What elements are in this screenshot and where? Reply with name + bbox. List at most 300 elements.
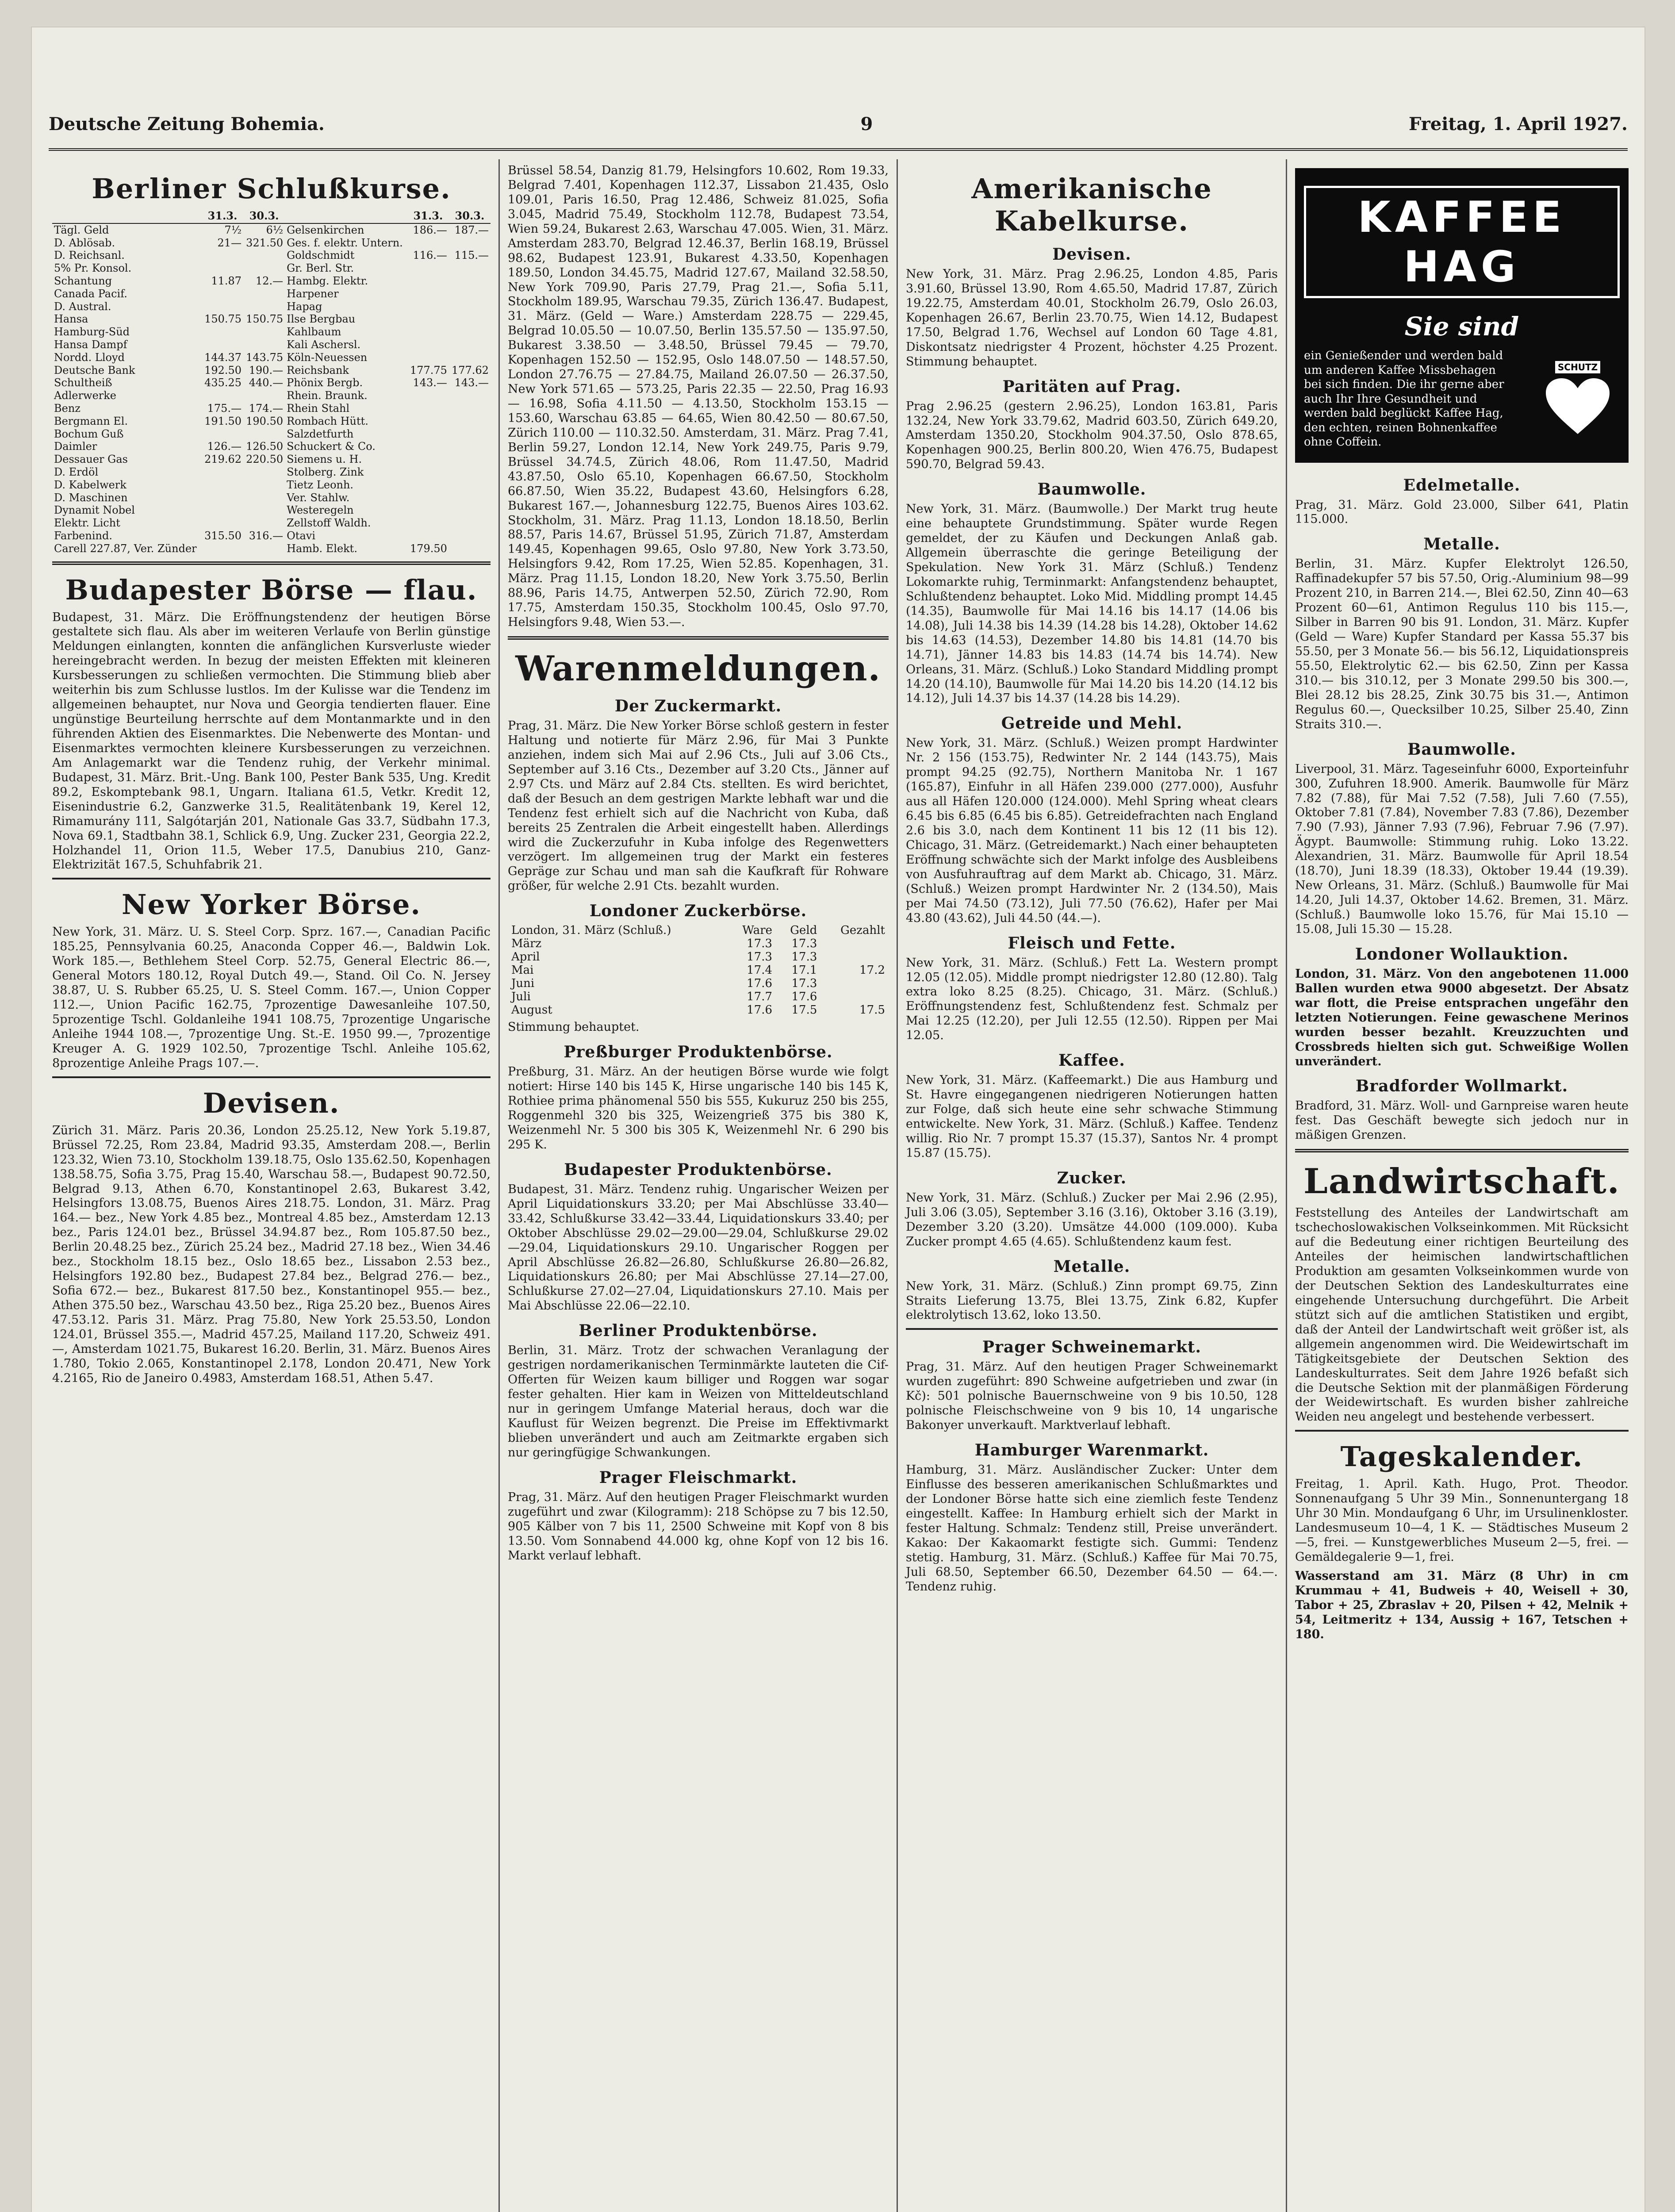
sugar-cell: 17.1 — [791, 964, 817, 977]
kurse-cell: 143.75 — [246, 351, 284, 364]
kurse-cell — [407, 517, 449, 530]
kurse-cell: Benz — [54, 402, 80, 415]
sugar-cell: Juli — [511, 990, 531, 1004]
budapest-produkten-text: Budapest, 31. März. Tendenz ruhig. Ungarischer Weizen per April Liquidationskurs 33.20; per Mai Abschlüsse 33.40—33.42, Schlußkurse 33.42—33.44, Liquidationskurs 33.40; per Oktober Abschlüsse 29.02—29.00—29.04, Schlußkurse 29.02—29.04, Liquidationskurs 29.10. Ungarischer Roggen per April Abschlüsse 26.82—26.80, Schlußkurse 26.80—26.82, Liquidationskurs 26.80; per Mai Abschlüsse 27.14—27.00, Schlußkurse 27.02—27.04, Liquidationskurs 27.10. Mais per Mai Abschlüsse 22.06—22.10. — [508, 1182, 889, 1313]
sugar-row — [508, 990, 889, 1003]
kurse-cell — [243, 249, 285, 262]
kurse-cell: Siemens u. H. — [287, 453, 362, 466]
kurse-cell: Harpener — [287, 287, 339, 300]
kurse-cell: 435.25 — [204, 376, 242, 389]
kurse-cell — [243, 517, 285, 530]
kurse-cell: 192.50 — [204, 364, 242, 376]
fleisch-fette-title: Fleisch und Fette. — [1008, 933, 1176, 952]
kurse-cell — [449, 453, 491, 466]
sugar-cell: 17.6 — [747, 977, 773, 991]
hamburger-warenmarkt-title: Hamburger Warenmarkt. — [974, 1441, 1209, 1460]
sugar-row — [508, 964, 889, 977]
kurse-cell: Daimler — [54, 440, 97, 453]
kurse-cell: 126.50 — [246, 440, 284, 453]
kurse-cell — [407, 466, 449, 479]
edelmetalle-title: Edelmetalle. — [1403, 476, 1521, 495]
kurse-cell: D. Kabelwerk — [54, 478, 126, 491]
kurse-cell — [202, 262, 243, 275]
kurse-cell — [449, 517, 491, 530]
kurse-row — [52, 517, 491, 530]
kurse-cell — [202, 389, 243, 402]
kurse-row — [52, 428, 491, 441]
londoner-zucker-table — [508, 924, 889, 1017]
kurse-cell: D. Ablösab. — [54, 236, 115, 249]
kurse-cell — [449, 428, 491, 441]
kurse-cell — [449, 402, 491, 415]
kurse-row — [52, 389, 491, 402]
divider — [1295, 1149, 1629, 1152]
kurse-cell — [449, 492, 491, 504]
wasserstand-text: Wasserstand am 31. März (8 Uhr) in cm Krummau + 41, Budweis + 40, Weisell + 30, Tabor + 25, Zbraslav + 20, Pilsen + 42, Melnik + 54, Leitmeritz + 134, Aussig + 167, Tetschen + 180. — [1295, 1569, 1629, 1641]
kurse-cell: Deutsche Bank — [54, 364, 135, 376]
kurse-head-cell — [285, 209, 407, 223]
kurse-row — [52, 530, 491, 542]
baumwolle-text: Liverpool, 31. März. Tageseinfuhr 6000, Exporteinfuhr 300, Zufuhren 18.900. Amerik. Baumwolle für März 7.82 (7.88), für Mai 7.52 (7.58), Juli 7.60 (7.55), Oktober 7.81 (7.84), November 7.83 (7.86), Dezember 7.90 (7.93), Jänner 7.93 (7.96), Februar 7.96 (7.97). Ägypt. Baumwolle: Stimmung ruhig. Loko 13.22. Alexandrien, 31. März. Baumwolle für April 18.54 (18.70), Juni 18.39 (18.33), Oktober 19.44 (19.39). New Orleans, 31. März. (Schluß.) Baumwolle für Mai 14.20, Juli 14.37, Oktober 14.62. Bremen, 31. März. (Schluß.) Baumwolle loko 15.76, für Mai 15.10 — 15.08, Juli 15.30 — 15.28. — [1295, 762, 1629, 936]
kurse-cell: Hansa Dampf — [54, 338, 127, 351]
getreide-title: Getreide und Mehl. — [1001, 714, 1183, 733]
wollmarkt-title: Bradforder Wollmarkt. — [1355, 1077, 1568, 1096]
sugar-cell: 17.3 — [747, 937, 773, 951]
divider — [508, 636, 889, 640]
newyork-boerse-title: New Yorker Börse. — [122, 888, 421, 921]
kurse-cell — [243, 428, 285, 441]
kurse-cell: 220.50 — [246, 453, 284, 466]
kurse-cell — [243, 389, 285, 402]
metalle-text: New York, 31. März. (Schluß.) Zinn prompt 69.75, Zinn Straits Lieferung 13.75, Blei 13.75, Zink 6.82, Kupfer elektrolytisch 13.62, loko 13.50. — [906, 1279, 1278, 1322]
kurse-row — [52, 288, 491, 300]
kurse-cell — [202, 338, 243, 351]
sugar-cell: 17.5 — [859, 1003, 885, 1017]
kurse-cell — [407, 402, 449, 415]
kurse-body — [52, 223, 491, 555]
kurse-cell — [243, 326, 285, 338]
budapest-produkten-title: Budapester Produktenbörse. — [564, 1160, 832, 1179]
kurse-cell — [202, 542, 243, 555]
kurse-cell — [407, 351, 449, 364]
column-1 — [44, 159, 500, 2212]
sugar-cell: 17.5 — [791, 1003, 817, 1017]
pressburg-text: Preßburg, 31. März. An der heutigen Börse wurde wie folgt notiert: Hirse 140 bis 145 K, Hirse ungarische 140 bis 145 K, Rothiee prima phänomenal 550 bis 555, Kukuruz 250 bis 255, Roggenmehl 320 bis 325, Weizengrieß 375 bis 380 K, Weizenmehl Nr. 5 300 bis 305 K, Weizenmehl Nr. 6 290 bis 295 K. — [508, 1065, 889, 1152]
kurse-cell — [202, 492, 243, 504]
zucker-title: Zucker. — [1057, 1168, 1127, 1187]
kurse-cell: Hansa — [54, 313, 88, 326]
kurse-cell: D. Austral. — [54, 300, 111, 313]
devisen-continued-text: Brüssel 58.54, Danzig 81.79, Helsingfors 10.602, Rom 19.33, Belgrad 7.401, Kopenhagen 112.37, Lissabon 21.435, Oslo 109.01, Paris 16.50, Prag 12.486, Schweiz 81.025, Sofia 3.045, Madrid 75.49, Stockholm 112.78, Budapest 73.54, Wien 59.24, Bukarest 2.63, Warschau 47.005. Wien, 31. März. Amsterdam 283.70, Belgrad 12.46.37, Berlin 168.19, Brüssel 98.62, Budapest 123.91, Bukarest 4.33.50, Kopenhagen 189.50, London 34.45.75, Madrid 127.67, Mailand 32.58.50, New York 709.90, Paris 27.79, Prag 21.—, Sofia 5.11, Stockholm 189.95, Warschau 79.35, Zürich 136.47. Budapest, 31. März. (Geld — Ware.) Amsterdam 228.75 — 229.45, Belgrad 10.05.50 — 10.07.50, Berlin 135.57.50 — 135.97.50, Bukarest 3.38.50 — 3.48.50, Brüssel 79.45 — 79.70, Kopenhagen 152.50 — 152.95, Oslo 148.07.50 — 148.57.50, London 27.76.75 — 27.84.75, Mailand 26.07.50 — 26.37.50, New York 571.65 — 573.25, Paris 22.35 — 22.50, Prag 16.93 — 16.98, Sofia 4.11.50 — 4.13.50, Stockholm 153.15 — 153.60, Warschau 63.85 — 64.65, Wien 80.42.50 — 80.67.50, Zürich 110.00 — 110.32.50. Amsterdam, 31. März. Prag 7.41, Berlin 59.27, London 12.14, New York 249.75, Paris 9.79, Brüssel 34.74.5, Zürich 48.06, Rom 11.47.50, Madrid 43.87.50, Oslo 65.10, Kopenhagen 66.67.50, Stockholm 66.87.50, Wien 35.22, Budapest 43.60, Helsingfors 6.28, Bukarest 167.—, Johannesburg 122.75, Buenos Aires 103.62. Stockholm, 31. März. Prag 11.13, London 18.18.50, Berlin 88.57, Paris 14.67, Brüssel 51.95, Zürich 71.87, Amsterdam 149.45, Kopenhagen 99.65, Oslo 97.80, New York 3.73.50, Helsingfors 9.42, Rom 17.25, Wien 52.85. Kopenhagen, 31. März. Prag 11.15, London 18.20, New York 3.75.50, Berlin 88.96, Paris 14.75, Antwerpen 52.50, Zürich 72.90, Rom 17.75, Amsterdam 150.35, Stockholm 100.45, Oslo 97.70, Helsingfors 9.48, Wien 53.—. — [508, 164, 889, 630]
kurse-cell — [449, 542, 491, 555]
heart-icon — [1545, 377, 1611, 437]
sugar-cell: 17.6 — [791, 990, 817, 1004]
kurse-cell: Phönix Bergb. — [287, 376, 363, 389]
sugar-head-cell: London, 31. März (Schluß.) — [511, 924, 671, 937]
column-3 — [898, 159, 1287, 2212]
fleisch-fette-text: New York, 31. März. (Schluß.) Fett La. Western prompt 12.05 (12.05). Middle prompt niedrigster 12.80 (12.80). Talg extra loko 8.25 (8.25). Chicago, 31. März. (Schluß.) Eröffnungstendenz fest, Schlußtendenz fest. Schmalz per Mai 12.25 (12.20), per Juli 12.55 (12.50). Rippen per Mai 12.05. — [906, 956, 1278, 1043]
kurse-cell: Schuckert & Co. — [287, 440, 376, 453]
kurse-cell: Rhein. Braunk. — [287, 389, 368, 402]
kurse-cell: Dynamit Nobel — [54, 504, 135, 517]
kurse-head-cell — [52, 209, 202, 223]
kurse-cell — [243, 466, 285, 479]
kurse-cell — [202, 504, 243, 517]
berliner-produkten-text: Berlin, 31. März. Trotz der schwachen Veranlagung der gestrigen nordamerikanischen Terminmärkte lauteten die Cif-Offerten für Weizen kaum billiger und Roggen war sogar fester gehalten. Hier kam in Weizen von Mitteldeutschland nur in geringem Umfange Material heraus, doch war die Kauflust für Weizen begrenzt. Die Preise im Effektivmarkt blieben unverändert und auch am Zeitmarkte ergaben sich nur geringfügige Schwankungen. — [508, 1344, 889, 1459]
ad-text: ein Genießender und werden bald um anderen Kaffee Missbehagen bei sich finden. Die ihr gerne aber auch Ihr Ihre Gesundheit und werden bald beglückt Kaffee Hag, den echten, reinen Bohnenkaffee ohne Coffein. — [1304, 349, 1504, 449]
kurse-cell: Rombach Hütt. — [287, 415, 368, 427]
kurse-cell: Nordd. Lloyd — [54, 351, 125, 364]
kurse-cell: 21— — [217, 236, 242, 249]
kurse-cell — [407, 275, 449, 288]
kurse-cell: Kahlbaum — [287, 326, 341, 338]
kurse-row — [52, 338, 491, 351]
kurse-cell: Ilse Bergbau — [287, 313, 356, 326]
sugar-cell: 17.3 — [747, 950, 773, 964]
kurse-cell: Otavi — [287, 529, 315, 542]
kurse-cell — [407, 428, 449, 441]
kurse-cell — [407, 237, 449, 250]
kurse-row — [52, 249, 491, 262]
kurse-cell — [449, 351, 491, 364]
kurse-cell: 143.— — [454, 376, 489, 389]
kurse-cell: Salzdetfurth — [287, 427, 354, 440]
metalle-title: Metalle. — [1423, 535, 1500, 554]
kurse-row — [52, 275, 491, 288]
ad-brand: KAFFEE HAG — [1304, 186, 1620, 298]
ad-tagline: Sie sind — [1404, 311, 1519, 342]
sugar-cell — [820, 977, 889, 990]
kurse-cell — [449, 504, 491, 517]
kurse-cell: 190.— — [249, 364, 284, 376]
kurse-cell — [449, 300, 491, 313]
zuckermarkt-title: Der Zuckermarkt. — [614, 697, 782, 715]
sugar-cell: Mai — [511, 964, 534, 977]
sugar-body — [508, 937, 889, 1017]
kurse-cell — [449, 389, 491, 402]
devisen-text: Zürich 31. März. Paris 20.36, London 25.25.12, New York 5.19.87, Brüssel 72.25, Rom 23.84, Madrid 93.35, Amsterdam 208.—, Berlin 123.32, Wien 73.10, Stockholm 139.18.75, Oslo 135.62.50, Kopenhagen 138.58.75, Sofia 3.75, Prag 15.40, Warschau 58.—, Budapest 90.72.50, Belgrad 9.13, Athen 6.70, Konstantinopel 2.63, Bukarest 3.42, Helsingfors 13.08.75, Buenos Aires 218.75. London, 31. März. Prag 164.— bez., New York 4.85 bez., Montreal 4.85 bez., Amsterdam 12.13 bez., Paris 124.01 bez., Brüssel 34.94.87 bez., Rom 105.87.50 bez., Berlin 20.48.25 bez., Zürich 25.24 bez., Madrid 27.18 bez., Wien 34.46 bez., Stockholm 18.15 bez., Oslo 18.65 bez., Lissabon 2.53 bez., Helsingfors 192.80 bez., Budapest 27.84 bez., Belgrad 276.— bez., Sofia 672.— bez., Bukarest 817.50 bez., Konstantinopel 955.— bez., Athen 375.50 bez., Warschau 43.50 bez., Riga 25.20 bez., Buenos Aires 47.53.12. Paris 31. März. Prag 75.80, New York 25.53.50, London 124.01, Brüssel 355.—, Madrid 457.25, Mailand 117.20, Schweiz 491.—, Amsterdam 1021.75, Bukarest 16.20. Berlin, 31. März. Buenos Aires 1.780, Tokio 2.065, Konstantinopel 2.178, London 20.471, New York 4.2165, Rio de Janeiro 0.4983, Amsterdam 168.51, Athen 5.47. — [52, 1123, 491, 1385]
kurse-row — [52, 262, 491, 275]
berliner-schlusskurse-title: Berliner Schlußkurse. — [92, 173, 451, 205]
kurse-cell: 115.— — [454, 249, 489, 262]
wollauktion-text: London, 31. März. Von den angebotenen 11.000 Ballen wurden etwa 9000 abgesetzt. Der Absatz war flott, die Preise entsprachen ungefähr den letzten Notierungen. Feine gewaschene Merinos wurden besser bezahlt. Kreuzzuchten und Crossbreds hielten sich gut. Schweißige Wollen unverändert. — [1295, 967, 1629, 1068]
landwirtschaft-text: Feststellung des Anteiles der Landwirtschaft am tschechoslowakischen Volkseinkommen. Mit Rücksicht auf die Bedeutung einer richtigen Beurteilung des Anteiles der heimischen landwirtschaftlichen Produktion am gesamten Volkseinkommen wurde von der Deutschen Sektion des Landeskulturrates eine eingehende Untersuchung durchgeführt. Die Arbeit stützt sich auf die amtlichen Statistiken und ergibt, daß der Anteil der Landwirtschaft weit größer ist, als allgemein angenommen wird. Die Weidewirtschaft im Tätigkeitsgebiete der Deutschen Sektion des Landeskulturrates. Seit dem Jahre 1926 befaßt sich die Deutsche Sektion mit der planmäßigen Förderung der Weidewirtschaft. Es wurden bisher zahlreiche Weiden neu angelegt und bestehende verbessert. — [1295, 1206, 1629, 1424]
kurse-cell — [449, 338, 491, 351]
tageskalender-text: Freitag, 1. April. Kath. Hugo, Prot. Theodor. Sonnenaufgang 5 Uhr 39 Min., Sonnenuntergang 18 Uhr 30 Min. Mondaufgang 6 Uhr, im Ursulinenkloster. Landesmuseum 10—4, 1 K. — Städtisches Museum 2—5, frei. — Kunstgewerbliches Museum 2—5, frei. — Gemäldegalerie 9—1, frei. — [1295, 1477, 1629, 1564]
wollmarkt-text: Bradford, 31. März. Woll- und Garnpreise waren heute fest. Das Geschäft bewegte sich jedoch nur in mäßigen Grenzen. — [1295, 1099, 1629, 1142]
kurse-cell — [449, 313, 491, 326]
kurse-cell — [407, 288, 449, 300]
kurse-cell — [243, 504, 285, 517]
warenmeldungen-title: Warenmeldungen. — [515, 649, 881, 689]
paritaeten-title: Paritäten auf Prag. — [1002, 377, 1181, 396]
ad-mark-label: SCHUTZ — [1555, 361, 1600, 373]
kurse-cell: 321.50 — [246, 236, 284, 249]
kurse-cell — [449, 479, 491, 492]
sugar-cell — [820, 990, 889, 1003]
baumwolle-title: Baumwolle. — [1407, 740, 1516, 759]
kurse-cell — [407, 313, 449, 326]
kurse-header-row — [52, 209, 491, 223]
kurse-cell: 440.— — [249, 376, 284, 389]
page-header — [49, 100, 1628, 151]
kurse-cell: Hamb. Elekt. — [287, 542, 357, 555]
kurse-cell — [407, 326, 449, 338]
kurse-cell — [407, 479, 449, 492]
kurse-row — [52, 415, 491, 428]
kurse-cell: Ges. f. elektr. Untern. — [287, 236, 403, 249]
sugar-cell: 17.3 — [791, 977, 817, 991]
kurse-cell — [202, 326, 243, 338]
kurse-cell — [407, 504, 449, 517]
sugar-cell: April — [511, 950, 540, 964]
kurse-cell — [449, 288, 491, 300]
column-2 — [500, 159, 898, 2212]
devisen-title: Devisen. — [203, 1087, 340, 1119]
sugar-cell: 17.2 — [859, 964, 885, 977]
newspaper-page — [31, 27, 1645, 2212]
kurse-cell: 315.50 — [204, 529, 242, 542]
kurse-cell: Gelsenkirchen — [287, 223, 364, 236]
kurse-cell — [202, 428, 243, 441]
newyork-boerse-text: New York, 31. März. U. S. Steel Corp. Sprz. 167.—, Canadian Pacific 185.25, Pennsylvania 60.25, Anaconda Copper 46.—, Baldwin Lok. Work 185.—, Bethlehem Steel Corp. 52.75, General Electric 86.—, General Motors 180.12, Royal Dutch 49.—, Stand. Oil Co. N. Jersey 38.87, U. S. Rubber 65.25, U. S. Steel Comm. 167.—, Union Copper 112.—, Union Pacific 162.75, 7prozentige Dawesanleihe 107.50, 5prozentige Tschl. Goldanleihe 1941 108.75, 7prozentige Ungarische Anleihe 1944 108.—, 7prozentige Ung. St.-E. 1950 99.—, 7prozentige Kreuger A. G. 1929 102.50, 7prozentige Tschl. Anleihe 105.62, 8prozentige Anleihe Prags 107.—. — [52, 925, 491, 1070]
sugar-head-cell: Ware — [742, 924, 773, 937]
kurse-cell: Westeregeln — [287, 504, 354, 517]
kurse-cell: Rhein Stahl — [287, 402, 350, 415]
kurse-cell — [243, 338, 285, 351]
kurse-cell — [407, 415, 449, 428]
kurse-cell — [407, 530, 449, 542]
londoner-zuckerboerse-title: Londoner Zuckerbörse. — [589, 902, 807, 921]
sugar-head-cell: Geld — [790, 924, 817, 937]
kurse-cell — [202, 466, 243, 479]
divider — [906, 1328, 1278, 1330]
berliner-kurse-table — [52, 209, 491, 555]
kurse-cell — [202, 517, 243, 530]
wollauktion-title: Londoner Wollauktion. — [1355, 945, 1569, 964]
sugar-cell: Juni — [511, 977, 535, 991]
kurse-cell: Tietz Leonh. — [287, 478, 354, 491]
kabel-devisen-text: New York, 31. März. Prag 2.96.25, London 4.85, Paris 3.91.60, Brüssel 13.90, Rom 4.65.50, Madrid 17.87, Zürich 19.22.75, Amsterdam 40.01, Stockholm 26.79, Oslo 26.03, Kopenhagen 26.67, Berlin 23.70.75, Wien 14.12, Budapest 17.50, Belgrad 1.76, Wechsel auf London 60 Tage 4.81, Diskontsatz niedrigster 4 Prozent, höchster 4.25 Prozent. Stimmung behauptet. — [906, 267, 1278, 369]
zucker-text: New York, 31. März. (Schluß.) Zucker per Mai 2.96 (2.95), Juli 3.06 (3.05), September 3.16 (3.16), Oktober 3.16 (3.19), Dezember 3.20 (3.20). Umsätze 44.000 (109.000). Kuba Zucker prompt 4.65 (4.65). Schlußtendenz kaum fest. — [906, 1190, 1278, 1248]
kurse-cell — [407, 492, 449, 504]
kabelkurse-title: Amerikanische Kabelkurse. — [971, 173, 1212, 237]
schweinemarkt-title: Prager Schweinemarkt. — [982, 1338, 1202, 1357]
pressburg-title: Preßburger Produktenbörse. — [563, 1043, 833, 1062]
kurse-cell — [407, 440, 449, 453]
sugar-header-row — [508, 924, 889, 937]
kaffee-text: New York, 31. März. (Kaffeemarkt.) Die aus Hamburg und St. Havre eingegangenen niedrigeren Notierungen hatten zur Folge, daß sich heute eine sehr schwache Stimmung entwickelte. New York, 31. März. (Schluß.) Kaffee. Tendenz willig. Rio Nr. 7 prompt 15.37 (15.37), Santos Nr. 4 prompt 15.87 (15.75). — [906, 1073, 1278, 1160]
kurse-cell: 175.— — [207, 402, 242, 415]
sugar-cell: 17.6 — [747, 1003, 773, 1017]
kurse-row — [52, 237, 491, 250]
schweinemarkt-text: Prag, 31. März. Auf den heutigen Prager Schweinemarkt wurden zugeführt: 890 Schweine aufgetrieben und zwar (in Kč): 501 polnische Bauernschweine von 9 bis 10.50, 128 polnische Fleischschweine von 9 bis 10, 14 ungarische Bakonyer unverkauft. Marktverlauf lebhaft. — [906, 1360, 1278, 1432]
sugar-cell: 17.4 — [747, 964, 773, 977]
getreide-text: New York, 31. März. (Schluß.) Weizen prompt Hardwinter Nr. 2 156 (153.75), Redwinter Nr. 2 144 (143.75), Mais prompt 94.25 (92.75), Northern Manitoba Nr. 1 167 (165.87), Einfuhr in all Häfen 239.000 (277.000), Ausfuhr aus all Häfen 120.000 (124.000). Mehl Spring wheat clears 6.45 bis 6.85 (6.45 bis 6.85). Getreidefrachten nach England 2.6 bis 3.0, nach dem Kontinent 11 bis 12 (11 bis 12). Chicago, 31. März. (Getreidemarkt.) Nach einer behaupteten Eröffnung schwächte sich der Markt infolge des Ausbleibens von Ausfuhrauftrag auf dem Markt ab. Chicago, 31. März. (Schluß.) Weizen prompt Hardwinter Nr. 2 (134.50), Mais per Mai 74.50 (73.12), Juli 77.50 (76.62), Hafer per Mai 43.80 (43.62), Juli 44.50 (44.—). — [906, 736, 1278, 925]
kurse-row — [52, 466, 491, 479]
kurse-cell: Zellstoff Waldh. — [287, 517, 371, 530]
prager-fleischmarkt-title: Prager Fleischmarkt. — [599, 1468, 797, 1487]
kurse-row — [52, 440, 491, 453]
sugar-cell: 17.3 — [791, 950, 817, 964]
kurse-cell — [243, 300, 285, 313]
hamburger-warenmarkt-text: Hamburg, 31. März. Ausländischer Zucker: Unter dem Einflusse des besseren amerikanischen Schlußmarktes und der Londoner Börse hatte sich eine ziemlich feste Tendenz eingestellt. Kaffee: In Hamburg erhielt sich der Markt in fester Haltung. Schmalz: Tendenz still, Preise unverändert. Kakao: Der Kakaomarkt festigte sich. Gummi: Tendenz stetig. Hamburg, 31. März. (Schluß.) Kaffee für Mai 70.75, Juli 68.50, September 66.50, Dezember 64.50 — 64.—. Tendenz ruhig. — [906, 1463, 1278, 1594]
kurse-row — [52, 376, 491, 389]
kaffee-title: Kaffee. — [1058, 1051, 1125, 1070]
kurse-row — [52, 300, 491, 313]
kurse-row — [52, 351, 491, 364]
kurse-cell: 150.75 — [246, 313, 284, 326]
kurse-cell — [243, 262, 285, 275]
kurse-cell: 179.50 — [410, 542, 447, 555]
kurse-cell: 177.75 — [410, 364, 447, 376]
kurse-head-cell: 31.3. — [202, 209, 243, 223]
kurse-cell: 11.87 — [211, 274, 242, 287]
kurse-cell: Canada Pacif. — [54, 287, 127, 300]
kurse-cell — [202, 249, 243, 262]
kurse-cell: 191.50 — [204, 415, 242, 427]
sugar-head-cell: Gezahlt — [840, 924, 885, 937]
kurse-cell: Hapag — [287, 300, 322, 313]
kurse-row — [52, 223, 491, 237]
kurse-cell: Gr. Berl. Str. — [287, 262, 354, 275]
kurse-cell: Kali Aschersl. — [287, 338, 361, 351]
kurse-head-cell: 30.3. — [243, 209, 285, 223]
kurse-cell — [449, 326, 491, 338]
kurse-cell — [449, 275, 491, 288]
kurse-cell: Schantung — [54, 274, 112, 287]
kurse-cell: 116.— — [413, 249, 447, 262]
kurse-cell: Schultheiß — [54, 376, 112, 389]
kabel-devisen-title: Devisen. — [1052, 245, 1131, 264]
kurse-cell — [243, 542, 285, 555]
landwirtschaft-title: Landwirtschaft. — [1303, 1161, 1620, 1202]
baumwolle-text: New York, 31. März. (Baumwolle.) Der Markt trug heute eine behauptete Grundstimmung. Später wurde Regen gemeldet, der zu Käufen und Deckungen Anlaß gab. Allgemein überraschte die geringe Beteiligung der Spekulation. New York 31. März (Schluß.) Tendenz Lokomarkte ruhig, Terminmarkt: Anfangstendenz behauptet, Schlußtendenz behauptet. Loko Mid. Middling prompt 14.45 (14.35), Baumwolle für Mai 14.16 bis 14.17 (14.06 bis 14.08), Juli 14.38 bis 14.39 (14.28 bis 14.28), Oktober 14.62 bis 14.63 (14.53), Dezember 14.80 bis 14.81 (14.70 bis 14.71), Jänner 14.83 bis 14.83 (14.74 bis 14.74). New Orleans, 31. März. (Schluß.) Loko Standard Middling prompt 14.20 (14.10), Baumwolle für Mai 14.20 bis 14.20 (14.12 bis 14.12), Juli 14.37 bis 14.37 (14.28 bis 14.29). — [906, 502, 1278, 706]
kurse-cell: Adlerwerke — [54, 389, 117, 402]
kurse-cell: Stolberg. Zink — [287, 465, 364, 478]
kurse-cell: Elektr. Licht — [54, 517, 120, 530]
kurse-cell: 187.— — [454, 223, 489, 236]
kurse-cell — [449, 262, 491, 275]
kurse-head-cell: 30.3. — [449, 209, 491, 223]
kurse-cell: D. Erdöl — [54, 465, 99, 478]
metalle-text: Berlin, 31. März. Kupfer Elektrolyt 126.50, Raffinadekupfer 57 bis 57.50, Orig.-Aluminium 98—99 Prozent 210, in Barren 214.—, Blei 62.50, Zinn 40—63 Prozent 60—61, Antimon Regulus 110 bis 115.—, Silber in Barren 90 bis 91. London, 31. März. Kupfer (Geld — Ware) Kupfer Standard per Kassa 55.37 bis 55.50, per 3 Monate 56.— bis 56.12, Liquidationspreis 55.50, Elektrolytic 62.— bis 62.50, Zinn per Kassa 310.— bis 310.12, per 3 Monate 299.50 bis 300.—, Blei 28.12 bis 28.25, Zink 30.75 bis 31.—, Antimon Regulus 60.—, Quecksilber 10.25, Silber 25.40, Zinn Straits 310.—. — [1295, 557, 1629, 731]
kurse-cell — [202, 479, 243, 492]
sugar-cell — [820, 950, 889, 964]
kurse-cell: D. Maschinen — [54, 491, 128, 504]
kurse-cell — [243, 288, 285, 300]
kurse-cell: 7½ — [224, 223, 242, 236]
kurse-cell: Dessauer Gas — [54, 453, 128, 466]
kurse-cell: 126.— — [207, 440, 242, 453]
newspaper-name: Deutsche Zeitung Bohemia. — [49, 113, 325, 134]
kurse-cell: 143.— — [413, 376, 447, 389]
kurse-cell — [407, 300, 449, 313]
kurse-cell: Bergmann El. — [54, 415, 128, 427]
kaffee-hag-advertisement — [1295, 168, 1629, 463]
kurse-cell — [449, 466, 491, 479]
divider — [52, 561, 491, 565]
kurse-cell — [449, 415, 491, 428]
divider — [1295, 1430, 1629, 1432]
kurse-row — [52, 402, 491, 415]
kurse-cell: 316.— — [249, 529, 284, 542]
kurse-row — [52, 479, 491, 492]
sugar-row — [508, 1003, 889, 1017]
kurse-cell: 190.50 — [246, 415, 284, 427]
kurse-cell: 150.75 — [204, 313, 242, 326]
kurse-cell: 177.62 — [452, 364, 489, 376]
kurse-cell: Köln-Neuessen — [287, 351, 368, 364]
sugar-cell: 17.7 — [747, 990, 773, 1004]
paritaeten-text: Prag 2.96.25 (gestern 2.96.25), London 163.81, Paris 132.24, New York 33.79.62, Madrid 603.50, Zürich 649.20, Amsterdam 1350.20, Stockholm 904.37.50, Oslo 878.65, Kopenhagen 900.25, Berlin 800.20, Wien 476.75, Budapest 590.70, Belgrad 59.43. — [906, 399, 1278, 472]
zuckermarkt-text: Prag, 31. März. Die New Yorker Börse schloß gestern in fester Haltung und notierte für März 2.96, für Mai 3 Punkte anziehen, indem sich Mai auf 2.96 Cts., Juli auf 3.06 Cts., September auf 3.16 Cts., Dezember auf 3.20 Cts., Jänner auf 2.97 Cts. und März auf 2.84 Cts. stellten. Es wird berichtet, daß der Besuch an dem gestrigen Markte lebhaft war und die Tendenz fest erhielt sich auf die Nachricht von Kuba, daß bereits 25 Zentralen die Arbeit eingestellt haben. Allerdings wird die Zuckerzufuhr in Kuba infolge des Regenwetters verzögert. Im allgemeinen trug der Markt ein festeres Gepräge zur Schau und man sah die Kaufkraft für Rohware größer, für welche 2.91 Cts. bezahlt wurden. — [508, 719, 889, 893]
kurse-cell: 6½ — [266, 223, 284, 236]
kurse-cell: Hamburg-Süd — [54, 326, 130, 338]
sugar-cell: August — [511, 1003, 552, 1017]
budapest-boerse-title: Budapester Börse — flau. — [65, 573, 478, 606]
kurse-row — [52, 364, 491, 377]
kurse-cell — [243, 479, 285, 492]
kurse-cell — [449, 237, 491, 250]
sugar-row — [508, 950, 889, 964]
kurse-row — [52, 326, 491, 338]
kurse-cell: 5% Pr. Konsol. — [54, 262, 132, 275]
kurse-cell — [449, 440, 491, 453]
sugar-row — [508, 977, 889, 990]
kurse-row — [52, 504, 491, 517]
kurse-cell: 219.62 — [204, 453, 242, 466]
kurse-row — [52, 313, 491, 326]
kurse-cell: Goldschmidt — [287, 249, 355, 262]
divider — [52, 878, 491, 879]
kurse-cell: D. Reichsanl. — [54, 249, 125, 262]
sugar-cell: 17.3 — [791, 937, 817, 951]
kurse-cell: 12.— — [255, 274, 284, 287]
baumwolle-title: Baumwolle. — [1037, 480, 1146, 499]
ad-body — [1304, 349, 1620, 449]
edelmetalle-text: Prag, 31. März. Gold 23.000, Silber 641, Platin 115.000. — [1295, 498, 1629, 526]
kurse-cell — [202, 288, 243, 300]
page-number: 9 — [860, 113, 873, 134]
metalle-title: Metalle. — [1053, 1257, 1131, 1276]
sugar-row — [508, 937, 889, 950]
sugar-cell — [820, 937, 889, 950]
kurse-cell — [202, 300, 243, 313]
berliner-produkten-title: Berliner Produktenbörse. — [579, 1321, 818, 1340]
budapest-boerse-text: Budapest, 31. März. Die Eröffnungstendenz der heutigen Börse gestaltete sich flau. Als aber im weiteren Verlaufe von Berlin günstige Meldungen einlangten, konnten die anfänglichen Kursverluste wieder hereingebracht werden. In bezug der meisten Effekten mit kleineren Kursbesserungen zu schließen vermochten. Die Stimmung blieb aber weiterhin bis zum Schlusse lustlos. Im der Kulisse war die Tendenz im allgemeinen behauptet, nur Nova und Georgia tendierten flauer. Eine ungünstige Beurteilung herrschte auf dem Montanmarkte und in den führenden Aktien des Eisenmarktes. Die Nebenwerte des Montan- und Eisenmarktes vermochten kleinere Kursbesserungen zu verzeichnen. Am Anlagemarkt war die Tendenz ruhig, der Verkehr minimal. Budapest, 31. März. Brit.-Ung. Bank 100, Pester Bank 535, Ung. Kredit 89.2, Eskomptebank 98.1, Ungarn. Italiana 61.5, Vetkr. Kredit 12, Eisenindustrie 6.2, Ganzwerke 31.5, Realitätenbank 19, Kerel 12, Rimamurány 111, Salgótarján 201, Nationale Gas 33.7, Südbahn 17.3, Nova 69.1, Stadtbahn 38.1, Schlick 6.9, Ung. Zucker 231, Georgia 22.2, Holzhandel 11, Orion 11.5, Weber 17.5, Danubius 210, Ganz-Elektrizität 167.5, Schuhfabrik 21. — [52, 610, 491, 872]
ad-mark — [1536, 361, 1620, 437]
kurse-cell: Farbenind. — [54, 529, 112, 542]
kurse-cell — [407, 389, 449, 402]
kurse-row — [52, 542, 491, 555]
kurse-cell: 186.— — [413, 223, 447, 236]
kurse-cell: Ver. Stahlw. — [287, 491, 350, 504]
kurse-cell: 174.— — [249, 402, 284, 415]
londoner-zucker-note: Stimmung behauptet. — [508, 1020, 640, 1034]
kurse-cell — [449, 530, 491, 542]
kurse-cell — [243, 492, 285, 504]
kurse-cell: 144.37 — [204, 351, 242, 364]
sugar-cell: März — [511, 937, 542, 951]
prager-fleischmarkt-text: Prag, 31. März. Auf den heutigen Prager Fleischmarkt wurden zugeführt und zwar (Kilogramm): 218 Schöpse zu 7 bis 12.50, 905 Kälber von 7 bis 11, 2500 Schweine mit Kopf von 8 bis 13.50. Vom Sonnabend 44.000 kg, ohne Kopf von 12 bis 16. Markt verlauf lebhaft. — [508, 1490, 889, 1563]
kurse-cell: Bochum Guß — [54, 427, 124, 440]
kurse-cell: Hambg. Elektr. — [287, 274, 368, 287]
kurse-cell: Reichsbank — [287, 364, 349, 376]
kurse-cell: Tägl. Geld — [54, 223, 109, 236]
kurse-row — [52, 492, 491, 504]
kurse-cell — [407, 453, 449, 466]
